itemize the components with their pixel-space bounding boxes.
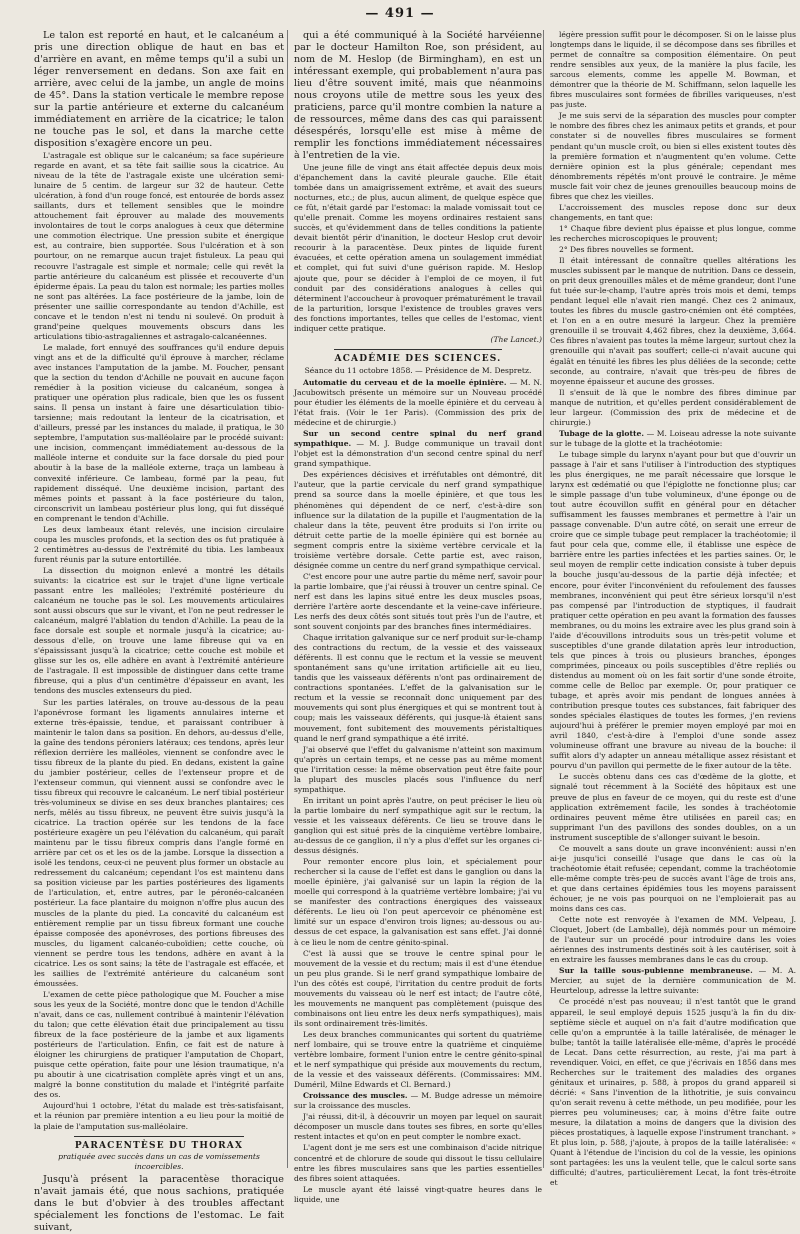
topic-text: — M. Loiseau adresse la note suivante sur le tubage de la glotte et la trachéotomie: <box>550 428 796 448</box>
paragraph: C'est là aussi que se trouve le centre spinal pour le mouvement de la vessie et du rectum; mais il est d'une étendue un peu plus grande. Si le nerf grand sympathique lombaire de l'un des côtés est coupé, l'irritation du centre produit de forts mouvements du vaisseau où le nerf est intact; de l'autre côté, les mouvements ne manquent pas complètement (puisque des combinaisons ont lieu entre les deux nerfs sympathiques), mais ils sont ordinairement très-limités. <box>294 948 542 1028</box>
topic-text: — M. A. Mercier, au sujet de la dernière communication de M. Heurteloup, adresse la lettre suivante: <box>550 966 796 996</box>
paragraph: J'ai réussi, dit-il, à découvrir un moyen par lequel on saurait décomposer un muscle dans toutes ses fibres, en sorte qu'elles restent intactes et qu'on en peut compter le nombre exact. <box>294 1112 542 1142</box>
paragraph: C'est encore pour une autre partie du même nerf, savoir pour la partie lombaire, que j'ai réussi à trouver un centre spinal. Ce nerf est dans les lapins situé entre les deux muscles psoas, derrière l'artère aorte descendante et la veine-cave inférieure. Les nerfs des deux côtés sont situés tout près l'un de l'autre, et sont souvent conjoints par des branches fines intermédiaires. <box>294 571 542 632</box>
topic-text: — M. J. Budge communique un travail dont l'objet est la démonstration d'un second centre spinal du nerf grand sympathique. <box>294 439 542 469</box>
topic-title: Sur un second centre spinal du nerf grand sympathique. <box>294 429 542 449</box>
paragraph: Il s'ensuit de là que le nombre des fibres diminue par manque de nutrition, et qu'elles perdent considérablement de leur largeur. (Commission des prix de médecine et de chirurgie.) <box>550 387 796 427</box>
topic-paragraph <box>550 429 796 449</box>
paragraph: Aujourd'hui 1 octobre, l'état du malade est très-satisfaisant, et la réunion par première intention a eu lieu pour la moitié de la plaie de l'amputation sus-malléolaire. <box>34 1101 284 1131</box>
topic-paragraph <box>550 966 796 996</box>
paragraph: Sur les parties latérales, on trouve au-dessous de la peau l'aponévrose formant les ligaments annulaires interne et externe très-épaissie, tendue, et paraissant contribuer à maintenir le talon dans sa position. En dehors, au-dessus d'elle, la gaîne des tendons péroniers latéraux; ces tendons, après leur réflexion derrière les malléoles, viennent se confondre avec le tissu fibreux de la plante du pied. En dedans, existent la gaîne du jambier postérieur, celles de l'extenseur propre et de l'extenseur commun, qui viennent aussi se confondre avec le tissu fibreux qui recouvre le calcanéum. Le nerf tibial postérieur très-volumineux se divise en ses deux branches plantaires; ces nerfs, mêlés au tissu fibreux, ne peuvent être suivis jusqu'à la cicatrice. La traction opérée sur les tendons de la face postérieure exagère un peu l'élévation du calcanéum, qui paraît maintenu par le tissu fibreux compris dans l'angle formé en arrière par cet os et les os de la jambe. Lorsque la dissection a isolé les tendons, ceux-ci ne peuvent plus former un obstacle au redressement du calcanéum; cependant l'os est maintenu dans sa position vicieuse par les parties postérieures des ligaments de l'articulation, et, entre autres, par le péronéo-calcanéen postérieur. La face plantaire du moignon n'offre plus aucun des muscles de la plante du pied. La concavité du calcanéum est entièrement remplie par un tissu fibreux formant une couche épaisse composée des aponévroses, des portions fibreuses des muscles, du ligament calcanéo-cuboïdien; cette couche, où viennent se perdre tous les tendons, adhère en avant à la cicatrice. Les os sont sains; la tête de l'astragale est effacée, et les saillies de l'extrémité antérieure du calcanéum sont émoussées. <box>34 697 284 988</box>
paragraph: Le malade, fort ennuyé des souffrances qu'il endure depuis vingt ans et de la difficulté qu'il éprouve à marcher, réclame avec instances l'amputation de la jambe. M. Foucher, pensant que la section du tendon d'Achille ne pouvait en aucune façon remédier à la position vicieuse du calcanéum, songea à pratiquer une opération plus radicale, bien que les os fussent sains. Il pensa un instant à faire une désarticulation tibio-tarsienne; mais redoutant la lenteur de la cicatrisation, et d'ailleurs, pressé par les instances du malade, il pratiqua, le 30 septembre, l'amputation sus-malléolaire par le procédé suivant: une incision, commençant immédiatement au-dessous de la malléole interne et conduite sur la face dorsale du pied pour aboutir à la base de la malléole externe, traça un lambeau à convexité inférieure. Ce lambeau, formé par la peau, fut rapidement disséqué. Une deuxième incision, partant des mêmes points et passant à la face postérieure du talon, circonscrivit un lambeau postérieur plus long, qui fut disséqué en comprenant le tendon d'Achille. <box>34 342 284 523</box>
paragraph: En irritant un point après l'autre, on peut préciser le lieu où la partie lombaire du nerf sympathique agit sur le rectum, la vessie et les vaisseaux déférents. Ce lieu se trouve dans le ganglion qui est situé près de la cinquième vertèbre lombaire, au-dessus de ce ganglion, il n'y a plus d'effet sur les organes ci-dessus désignés. <box>294 795 542 856</box>
paragraph: Des expériences décisives et irréfutables ont démontré, dit l'auteur, que la partie cervicale du nerf grand sympathique prend sa source dans la moelle épinière, et que tous les phénomènes qui dépendent de ce nerf, c'est-à-dire son influence sur la dilatation de la pupille et l'augmentation de la chaleur dans la tête, peuvent être produits si l'on irrite ou détruit cette partie de la moelle épinière qui est bornée au segment compris entre la sixième vertèbre cervicale et la troisième vertèbre dorsale. Cette partie est, avec raison, désignée comme un centre du nerf grand sympathique cervical. <box>294 470 542 570</box>
paragraph: L'accroissement des muscles repose donc sur deux changements, en tant que: <box>550 202 796 222</box>
paragraph: L'examen de cette pièce pathologique que M. Foucher a mise sous les yeux de la Société, montre donc que le tendon d'Achille n'avait, dans ce cas, nullement contribué à maintenir l'élévation du talon; que cette élévation était due principalement au tissu fibreux de la face postérieure de la jambe et aux ligaments postérieurs de l'articulation. Enfin, ce fait est de nature à éloigner les chirurgiens de pratiquer l'amputation de Chopart, puisque cette opération, faite pour une lésion traumatique, n'a pu aboutir à une cicatrisation complète après vingt et un ans, malgré la bonne constitution du malade et l'intégrité parfaite des os. <box>34 989 284 1100</box>
topic-text: — M. N. Jacubowitsch présente un mémoire sur un Nouveau procédé pour étudier les éléments de la moelle épinière et du cerveau à l'état frais. (Voir le 1er Paris). (Commission des prix de médecine et de chirurgie.) <box>294 377 542 428</box>
paragraph: Le talon est reporté en haut, et le calcanéum a pris une direction oblique de haut en bas et d'arrière en avant, en même temps qu'il a subi un léger renversement en dedans. Son axe fait en arrière, avec celui de la jambe, un angle de moins de 45°. Dans la station verticale le membre repose sur la partie antérieure et externe du calcanéum immédiatement en arrière de la cicatrice; le talon ne touche pas le sol, et dans la marche cette disposition s'exagère encore un peu. <box>34 30 284 149</box>
paragraph: Le tubage simple du larynx n'ayant pour but que d'ouvrir un passage à l'air et sans l'utiliser à l'introduction des styptiques les plus énergiques, ne me paraît nécessaire que lorsque le larynx est œdématié ou que l'épiglotte ne fonctionne plus; car le simple passage d'un tube volumineux, d'une éponge ou de tout autre écouvillon suffit en général pour en détacher suffisamment les fausses membranes et permettre à l'air un passage convenable. D'un autre côté, on serait une erreur de croire que ce simple tubage peut remplacer la trachéotomie; il faut pour cela que, comme elle, il établisse une espèce de barrière entre les parties infectées et les parties saines. Or, le seul moyen de remplir cette indication consiste à tuber depuis la bouche jusqu'au-dessous de la partie déjà infectée; et encore, pour éviter l'inconvénient du refoulement des fausses membranes, inconvénient qui peut être sérieux lorsqu'il n'est pas compensé par l'introduction de styptiques, il faudrait pratiquer cette opération en peu avant la formation des fausses membranes, ou du moins les extraire avec les plus grand soin à l'aide d'écouvillons introduits sous un très-petit volume et susceptibles d'une grande dilatation après leur introduction, tels que pinces à trois ou plusieurs branches, éponges comprimées, pinceaux ou poils susceptibles d'être repliés ou distendus au moment où on les fait sortir d'une sonde étroite, comme celle de Belloc par exemple. Or, pour pratiquer ce tubage, et après avoir mis pendant de longues années à contribution presque toutes ces substances, fait fabriquer des sondes spéciales élastiques de toutes les formes, j'en reviens aujourd'hui à préférer le premier moyen employé par moi en avril 1840, c'est-à-dire à l'emploi d'une sonde assez volumineuse offrant une bravure au niveau de la bouche: il suffit alors d'y adapter un anneau métallique assez résistant et pourvu d'un pavillon qui permette de le fixer autour de la tête. <box>550 449 796 771</box>
topic-paragraph <box>294 1091 542 1111</box>
paragraph: J'ai observé que l'effet du galvanisme n'atteint son maximum qu'après un certain temps, et ne cesse pas au même moment que l'irritation cesse: la même observation peut être faite pour la plupart des muscles placés sous l'influence du nerf sympathique. <box>294 744 542 794</box>
paragraph: 1° Chaque fibre devient plus épaisse et plus longue, comme les recherches microscopiques le prouvent; <box>550 223 796 243</box>
paragraph: Je me suis servi de la séparation des muscles pour compter le nombre des fibres chez les animaux petits et grands, et pour constater si de nouvelles fibres musculaires se forment pendant qu'un muscle croît, ou bien si elles existent toutes dès la première formation et n'augmentent qu'en volume. Cette dernière opinion est la plus générale; cependant mes dénombrements répétés m'ont prouvé le contraire. Je même muscle fait voir chez de jeunes grenouilles beaucoup moins de fibres que chez les vieilles. <box>550 111 796 201</box>
paragraph: qui a été communiqué à la Société harvéienne par le docteur Hamilton Roe, son président, au nom de M. Heslop (de Birmingham), en est un intéressant exemple, qui probablement n'aura pas lieu d'être souvent imité, mais que néanmoins nous croyons utile de mettre sous les yeux des praticiens, parce qu'il montre combien la nature a de ressources, même dans des cas qui paraissent désespérés, lorsqu'elle est mise à même de remplir les fonctions immédiatement nécessaires à l'entretien de la vie. <box>294 30 542 161</box>
paragraph: Pour remonter encore plus loin, et spécialement pour rechercher si la cause de l'effet est dans le ganglion ou dans la moelle épinière, j'ai galvanisé sur un lapin la région de la moelle qui correspond à la quatrième vertèbre lombaire; j'ai vu se manifester des contractions énergiques des vaisseaux déférents. Le lieu où l'on peut apercevoir ce phénomène est limité sur un espace d'environ trois lignes; au-dessous ou au-dessus de cet espace, la galvanisation est sans effet. J'ai donné à ce lieu le nom de centre génito-spinal. <box>294 857 542 947</box>
paragraph: Les deux branches communicantes qui sortent du quatrième nerf lombaire, qui se trouve entre la quatrième et cinquième vertèbre lombaire, forment l'union entre le centre génito-spinal et le nerf sympathique qui préside aux mouvements du rectum, de la vessie et des vaisseaux déférents. (Commissaires: MM. Duméril, Milne Edwards et Cl. Bernard.) <box>294 1029 542 1090</box>
paragraph: légère pression suffit pour le décomposer. Si on le laisse plus longtemps dans le liquide, il se décompose dans ses fibrilles et permet de connaître sa composition élémentaire. On peut rendre sensibles aux yeux, de la manière la plus facile, les sarcous elements, comme les appelle M. Bowman, et démontrer que la théorie de M. Schiffmann, selon laquelle les fibres musculaires sont formées de fibrilles variqueuses, n'est pas juste. <box>550 30 796 110</box>
section-title: PARACENTÈSE DU THORAX <box>74 1140 244 1151</box>
paragraph: Les deux lambeaux étant relevés, une incision circulaire coupa les muscles profonds, et la section des os fut pratiquée à 2 centimètres au-dessus de l'extrémité du tibia. Les lambeaux furent réunis par la suture entortillée. <box>34 524 284 564</box>
paragraph: Le muscle ayant été laissé vingt-quatre heures dans le liquide, une <box>294 1184 542 1204</box>
topic-paragraph <box>294 378 542 428</box>
topic-title: Croissance des muscles. <box>303 1091 408 1101</box>
topic-paragraph <box>294 429 542 469</box>
citation: (The Lancet.) <box>490 334 542 344</box>
topic-title: Sur la taille sous-pubienne membraneuse. <box>559 966 753 976</box>
paragraph: Cette note est renvoyée à l'examen de MM. Velpeau, J. Cloquet, Jobert (de Lamballe), déjà nommés pour un mémoire de l'auteur sur un procédé pour introduire dans les voies aériennes des instruments destinés soit à les cautériser, soit à en extraire les fausses membranes dans le cas du croup. <box>550 915 796 965</box>
topic-text: — M. Budge adresse un mémoire sur la croissance des muscles. <box>294 1091 542 1111</box>
section-title: ACADÉMIE DES SCIENCES. <box>334 353 502 364</box>
paragraph: Ce mouvelt a sans doute un grave inconvénient: aussi n'en ai-je jusqu'ici conseillé l'usage que dans le cas où la trachéotomie était refusée; cependant, comme la trachéotomie elle-même compte très-peu de succès avant l'âge de trois ans, et que dans certaines épidémies tous les moyens paraissent échouer, je ne vois pas pourquoi on ne l'emploierait pas au moins dans ces cas. <box>550 843 796 914</box>
topic-title: Tubage de la glotte. <box>559 428 644 438</box>
paragraph: Le succès obtenu dans ces cas d'œdème de la glotte, et signalé tout récemment à la Société des hôpitaux est une preuve de plus en faveur de ce moyen, qui du reste est d'une application extrêmement facile, les sondes à trachéotomie ordinaires peuvent même être utilisées en pareil cas; en supprimant l'un des pavillons des sondes doubles, on a un instrument susceptible de s'allonger suivant le besoin. <box>550 772 796 842</box>
paragraph: L'agent dont je me sers est une combinaison d'acide nitrique concentré et de chlorure de soude qui dissout le tissu cellulaire entre les fibres musculaires sans que les parties essentielles des fibres soient attaquées. <box>294 1143 542 1183</box>
paragraph: Une jeune fille de vingt ans était affectée depuis deux mois d'épanchement dans la cavité pleurale gauche. Elle était tombée dans un amaigrissement extrême, et avait des sueurs nocturnes, etc.; de plus, aucun aliment, de quelque espèce que ce fût, n'était gardé par l'estomac: la malade vomissait tout ce qu'elle prenait. Comme les moyens ordinaires restaient sans succès, et qu'évidemment dans de telles conditions la patiente devait bientôt périr d'inanition, le docteur Heslop crut devoir recourir à la paracentèse. Deux pintes de liquide furent évacuées, et cette opération amena un soulagement immédiat et complet, qui fut suivi d'une guérison rapide. M. Heslop ajoute que, pour se décider à l'emploi de ce moyen, il fut conduit par des considérations analogues à celles qui déterminent l'accoucheur à provoquer prématurément le travail de la parturition, lorsque l'existence de troubles graves vers des fonctions importantes, telles que celles de l'estomac, vient indiquer cette pratique. <box>294 163 542 333</box>
paragraph: Il était intéressant de connaître quelles altérations les muscles subissent par le manque de nutrition. Dans ce dessein, on prit deux grenouilles mâles et de même grandeur, dont l'une fut tuée sur-le-champ, l'autre après trois mois et demi, temps pendant lequel elle n'avait rien mangé. Chez ces 2 animaux, toutes les fibres du muscle gastro-cnémien ont été comptées, et l'on en a en outre mesuré la largeur. Chez la première grenouille il se trouvait 4,462 fibres, chez la deuxième, 3,664. Ces fibres n'avaient pas toutes la même largeur, surtout chez la grenouille qui n'avait pas souffert; celle-ci n'avait aucune qui égalât en ténuité les fibres les plus déliées de la seconde; cette seconde, au contraire, n'avait que très-peu de fibres de moyenne épaisseur et aucune des grosses. <box>550 256 796 386</box>
paragraph: Chaque irritation galvanique sur ce nerf produit sur-le-champ des contractions du rectum, de la vessie et des vaisseaux déférents. Il est connu que le rectum et la vessie se meuvent spontanément sans qu'une irritation artificielle ait eu lieu, tandis que les vaisseaux déférents n'ont pas ordinairement de contractions spontanées. L'effet de la galvanisation sur le rectum et la vessie se reconnaît donc uniquement par des mouvements qui sont plus énergiques et qui se montrent tout à coup; mais les vaisseaux déférents, qui jusque-là étaient sans mouvement, font subitement des mouvements péristaltiques quand le nerf grand sympathique a été irrité. <box>294 633 542 743</box>
paragraph: La dissection du moignon enlevé a montré les détails suivants: la cicatrice est sur le trajet d'une ligne verticale passant entre les malléoles; l'extrémité postérieure du calcanéum ne touche pas le sol. Les mouvements articulaires sont aussi obscurs que sur le vivant, et l'on ne peut redresser le calcanéum, malgré l'ablation du tendon d'Achille. La peau de la face dorsale est souple et normale jusqu'à la cicatrice; au-dessous d'elle, on trouve une lame fibreuse qui va en s'épaississant jusqu'à la cicatrice; cette couche est mobile et glisse sur les os, elle adhère en avant à l'extrémité antérieure de l'astragale. Il est impossible de distinguer dans cette trame fibreuse, qui a plus d'un centimètre d'épaisseur en avant, les tendons des muscles extenseurs du pied. <box>34 565 284 696</box>
section-subtitle: pratiquée avec succès dans un cas de vomissements incoercibles. <box>58 1151 260 1171</box>
column-1 <box>34 30 284 1233</box>
topic-title: Automatie du cerveau et de la moelle épinière. <box>303 377 507 387</box>
divider <box>74 1136 244 1137</box>
paragraph: 2° Des fibres nouvelles se forment. <box>559 244 694 254</box>
paragraph: Ce procédé n'est pas nouveau; il n'est tantôt que le grand appareil, le seul employé depuis 1525 jusqu'à la fin du dix-septième siècle et auquel on n'a fait d'autre modification que celle qu'on a empruntée à la taille latéralisée, de ménager le bulbe; tantôt la taille latéralisée elle-même, d'après le procédé de Lecat. Dans cette résurrection, au reste, j'ai ma part à revendiquer. Voici, en effet, ce que j'écrivais en 1856 dans mes Recherches sur le traitement des maladies des organes génitaux et urinaires, p. 588, à propos du grand appareil si décrié: « Sans l'invention de la lithotritie, je suis convaincu qu'on serait revenu à cette méthode, un peu modifiée, pour les pierres peu volumineuses; car, à moins d'être faite outre mesure, la dilatation a moins de dangers que la division des pièces prostatiques, à laquelle expose l'instrument tranchant. » Et plus loin, p. 588, j'ajoute, à propos de la taille latéralisée: « Quant à l'étendue de l'incision du col de la vessie, les opinions sont partagées: les uns la veulent telle, que le calcul sorte sans difficulté; d'autres, particulièrement Lecat, la font très-étroite et <box>550 997 796 1188</box>
paragraph: L'astragale est oblique sur le calcanéum; sa face supérieure regarde en avant, et sa tête fait saillie sous la cicatrice. Au niveau de la tête de l'astragale existe une ulcération semi-lunaire de 5 centim. de largeur sur 32 de hauteur. Cette ulcération, à fond d'un rouge foncé, est entourée de bords assez saillants, durs et tellement sensibles que le moindre attouchement fait éprouver au malade des mouvements involontaires de tout le corps analogues à ceux que détermine une commotion électrique. Une pression subite et énergique est, au contraire, bien supportée. Sous l'ulcération et à son pourtour, on ne remarque aucun trajet fistuleux. La peau qui recouvre l'astragale est simple et normale; celle qui revêt la partie antérieure du calcanéum est plissée et recouverte d'un épiderme épais. La peau du talon est normale; les parties molles ne sont pas altérées. La face postérieure de la jambe, loin de présenter une saillie correspondante au tendon d'Achille, est concave et le tendon n'est ni tendu ni soulevé. On produit à grand'peine quelques mouvements obscurs dans les articulations tibio-astragaliennes et astragalo-calcanéennes. <box>34 151 284 341</box>
page-number: — 491 — <box>365 6 435 21</box>
session-line: Séance du 11 octobre 1858. — Présidence de M. Despretz. <box>304 365 532 375</box>
column-2 <box>287 30 542 1204</box>
divider <box>334 349 502 350</box>
column-3 <box>543 30 796 1188</box>
paragraph: Jusqu'à présent la paracentèse thoracique n'avait jamais été, que nous sachions, pratiquée dans le but d'obvier à des troubles affectant spécialement les fonctions de l'estomac. Le fait suivant, <box>34 1173 284 1233</box>
